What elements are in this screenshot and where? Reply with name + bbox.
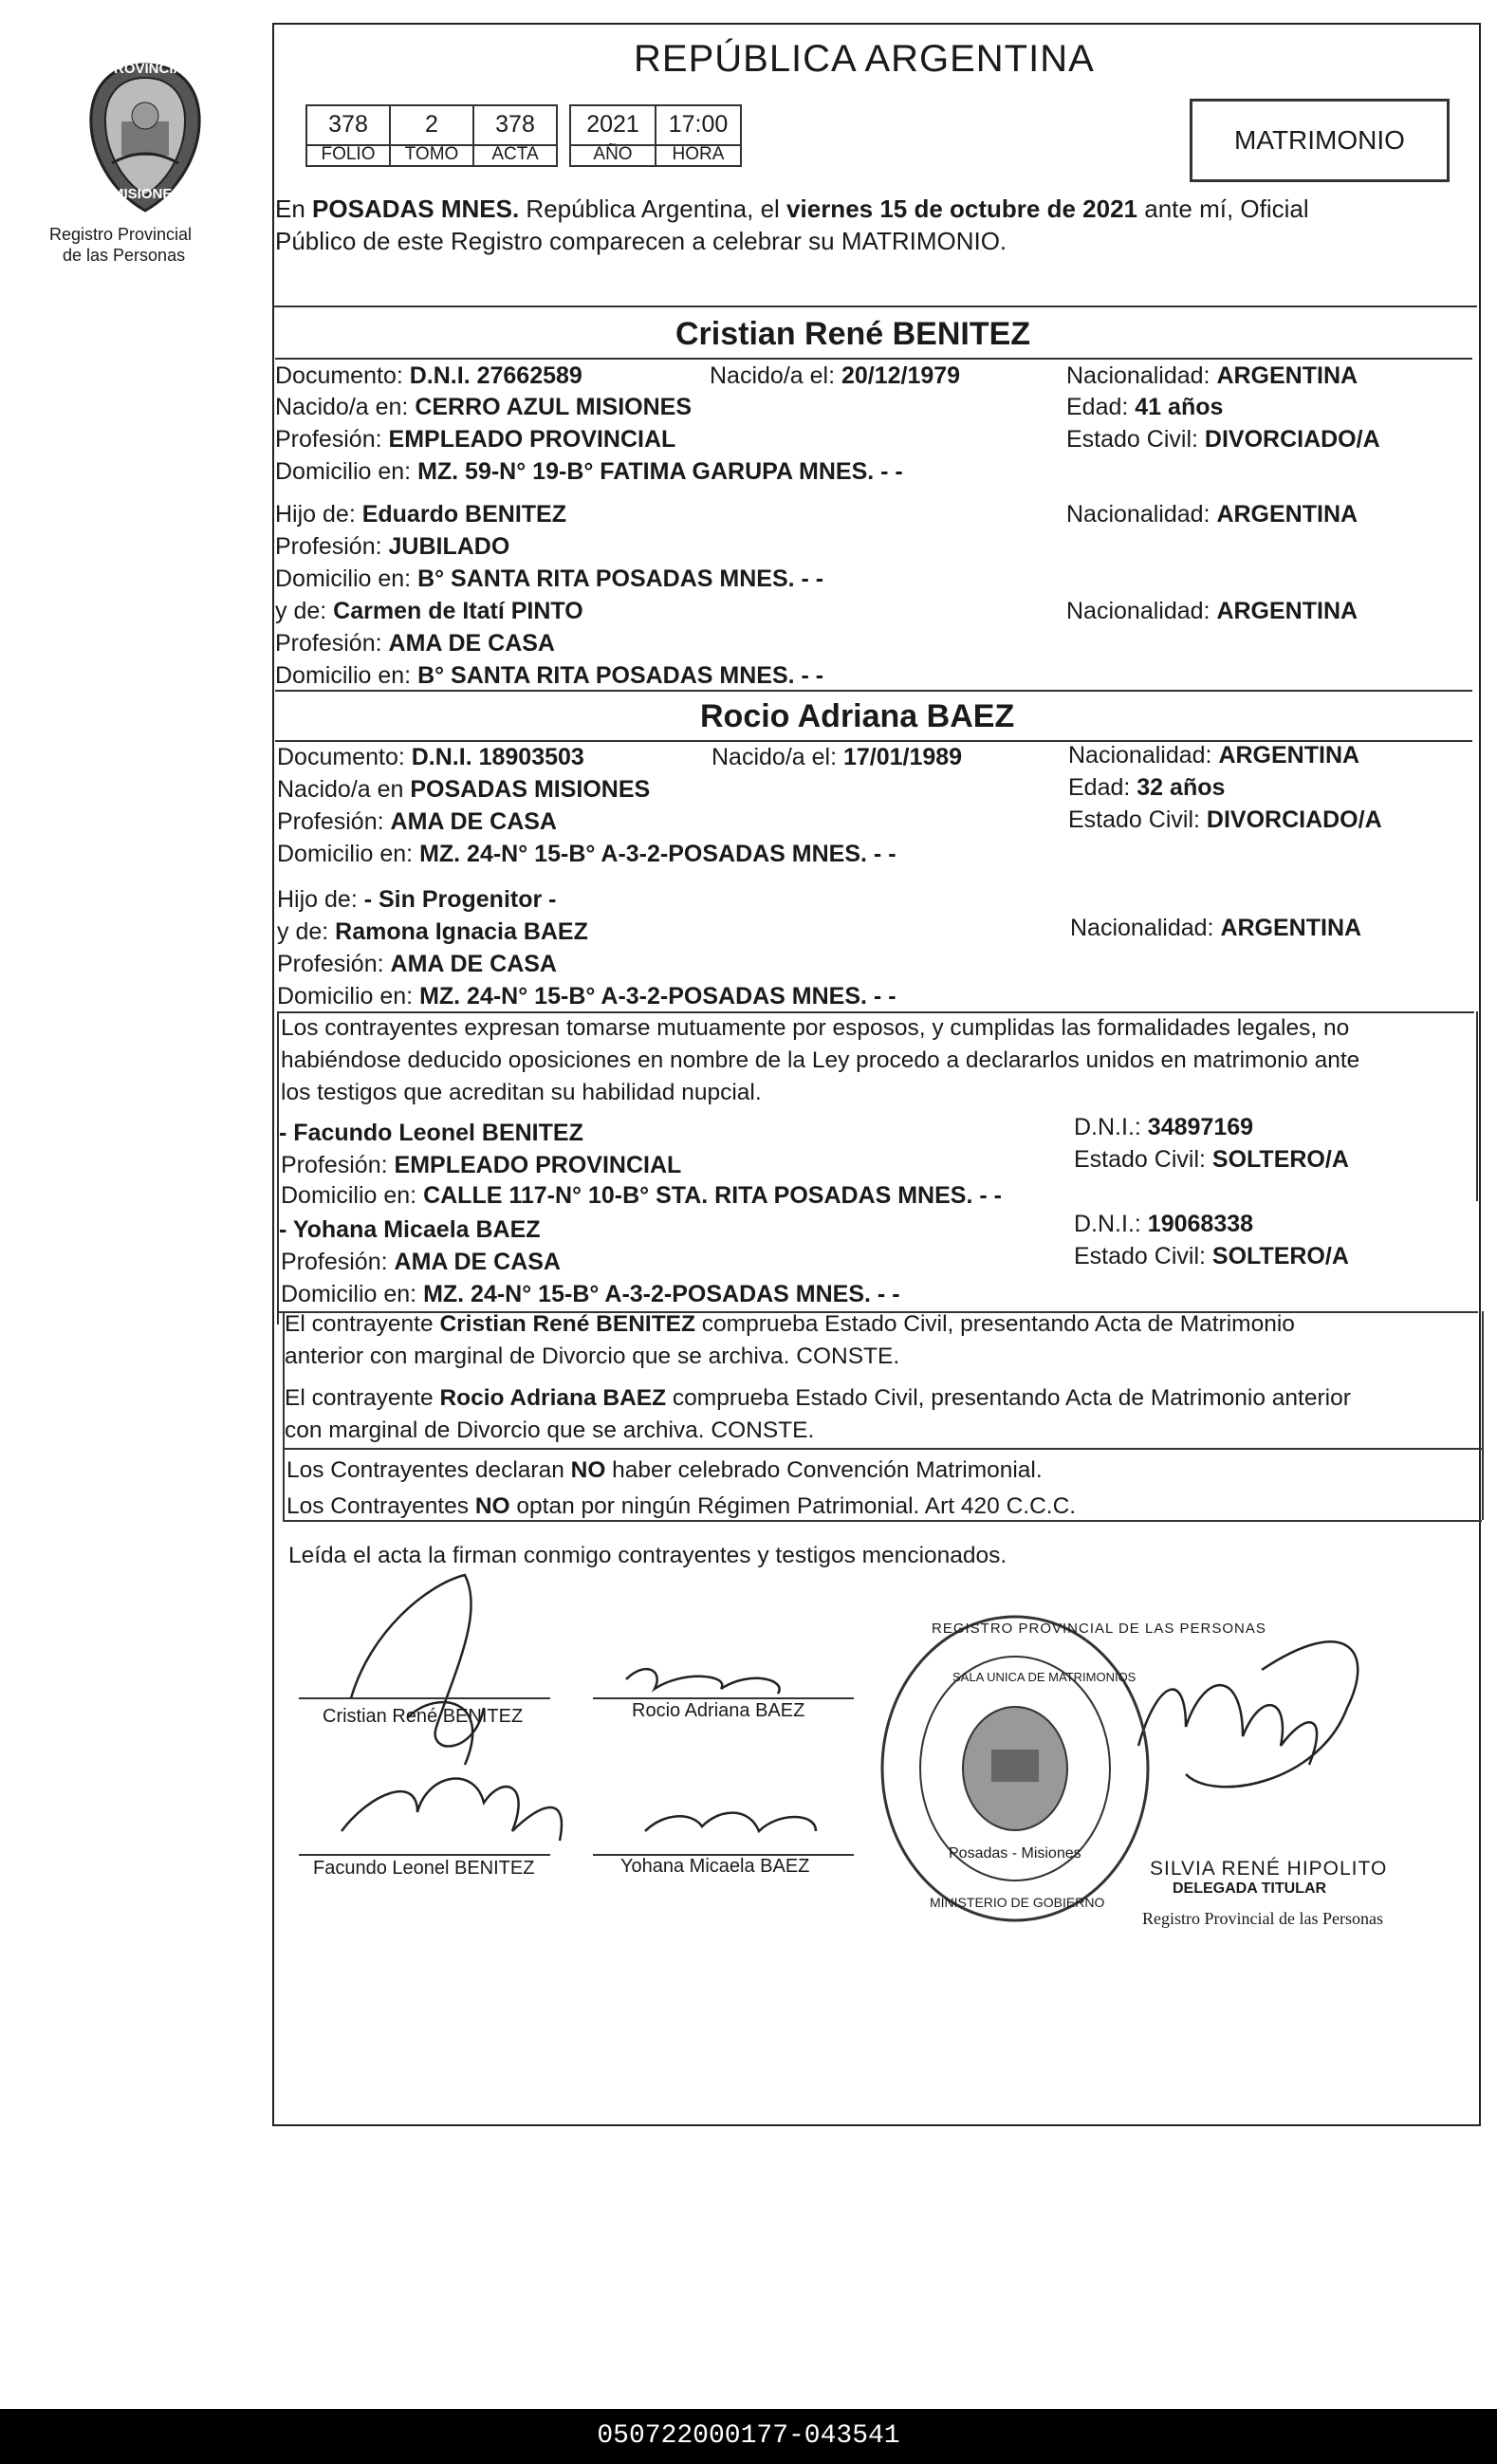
divider xyxy=(283,1520,1482,1522)
groom-mother-profession: Profesión: AMA DE CASA xyxy=(275,630,555,657)
intro-line1: En POSADAS MNES. República Argentina, el viernes 15 de octubre de 2021 ante mí, Oficial xyxy=(275,195,1309,223)
bride-mother: y de: Ramona Ignacia BAEZ xyxy=(277,918,588,945)
section-border-left xyxy=(277,1011,279,1325)
bride-mother-nationality: Nacionalidad: ARGENTINA xyxy=(1070,915,1362,941)
note2-line1: El contrayente Rocio Adriana BAEZ comprueba Estado Civil, presentando Acta de Matrimonio anterior xyxy=(285,1385,1351,1411)
logo-text-bottom: MISIONES xyxy=(112,186,182,202)
divider xyxy=(283,1448,1482,1450)
note3: Los Contrayentes declaran NO haber celebrado Convención Matrimonial. xyxy=(286,1457,1043,1483)
witness1-civil-status: Estado Civil: SOLTERO/A xyxy=(1074,1146,1349,1173)
witness2-address: Domicilio en: MZ. 24-N° 15-B° A-3-2-POSADAS MNES. - - xyxy=(281,1281,900,1307)
notes-border-right xyxy=(1482,1311,1484,1520)
official-role: DELEGADA TITULAR xyxy=(1173,1880,1327,1897)
note4: Los Contrayentes NO optan por ningún Régimen Patrimonial. Art 420 C.C.C. xyxy=(286,1493,1077,1519)
section-border-right xyxy=(1476,1011,1478,1201)
groom-doc: Documento: D.N.I. 27662589 xyxy=(275,362,582,389)
groom-age: Edad: 41 años xyxy=(1066,394,1224,420)
witness1-name: - Facundo Leonel BENITEZ xyxy=(279,1120,583,1146)
bride-doc: Documento: D.N.I. 18903503 xyxy=(277,744,584,770)
bride-mother-address: Domicilio en: MZ. 24-N° 15-B° A-3-2-POSADAS MNES. - - xyxy=(277,983,896,1010)
bride-name: Rocio Adriana BAEZ xyxy=(700,698,1015,734)
bride-nationality: Nacionalidad: ARGENTINA xyxy=(1068,742,1360,769)
divider xyxy=(275,690,1472,692)
footer-code: 050722000177-043541 xyxy=(597,2421,900,2451)
tomo-caption: TOMO xyxy=(389,144,474,167)
official-stamp xyxy=(873,1607,1157,1930)
signature-witness1: Facundo Leonel BENITEZ xyxy=(313,1858,535,1879)
registry-line1: Registro Provincial xyxy=(49,225,193,244)
bride-mother-profession: Profesión: AMA DE CASA xyxy=(277,951,557,977)
groom-mother: y de: Carmen de Itatí PINTO xyxy=(275,598,583,624)
anio-value: 2021 xyxy=(569,104,656,146)
groom-birthplace: Nacido/a en: CERRO AZUL MISIONES xyxy=(275,394,693,420)
footer-bar xyxy=(0,2409,1497,2464)
anio-caption: AÑO xyxy=(569,144,656,167)
witness1-dni: D.N.I.: 34897169 xyxy=(1074,1114,1254,1140)
groom-mother-address: Domicilio en: B° SANTA RITA POSADAS MNES. - - xyxy=(275,662,824,689)
bride-profession: Profesión: AMA DE CASA xyxy=(277,808,557,835)
groom-father-address: Domicilio en: B° SANTA RITA POSADAS MNES. - - xyxy=(275,565,824,592)
declaration-line2: habiéndose deducido oposiciones en nombre de la Ley procedo a declararlos unidos en matrimonio ante xyxy=(281,1047,1360,1073)
witness2-civil-status: Estado Civil: SOLTERO/A xyxy=(1074,1243,1349,1269)
closing-text: Leída el acta la firman conmigo contrayentes y testigos mencionados. xyxy=(288,1543,1007,1568)
official-name: SILVIA RENÉ HIPOLITO xyxy=(1150,1858,1388,1880)
witness2-dni: D.N.I.: 19068338 xyxy=(1074,1211,1254,1237)
acta-value: 378 xyxy=(472,104,558,146)
groom-born: Nacido/a el: 20/12/1979 xyxy=(710,362,961,389)
groom-father-nationality: Nacionalidad: ARGENTINA xyxy=(1066,501,1358,528)
groom-address: Domicilio en: MZ. 59-N° 19-B° FATIMA GARUPA MNES. - - xyxy=(275,458,903,485)
note1-line1: El contrayente Cristian René BENITEZ comprueba Estado Civil, presentando Acta de Matrimonio xyxy=(285,1311,1295,1337)
witness2-name: - Yohana Micaela BAEZ xyxy=(279,1216,541,1243)
divider xyxy=(275,358,1472,360)
signature-groom: Cristian René BENITEZ xyxy=(323,1706,524,1727)
note1-line2: anterior con marginal de Divorcio que se archiva. CONSTE. xyxy=(285,1343,900,1369)
signature-bride: Rocio Adriana BAEZ xyxy=(632,1700,805,1721)
groom-profession: Profesión: EMPLEADO PROVINCIAL xyxy=(275,426,676,453)
bride-born: Nacido/a el: 17/01/1989 xyxy=(712,744,963,770)
signature-witness2: Yohana Micaela BAEZ xyxy=(620,1856,810,1877)
bride-birthplace: Nacido/a en POSADAS MISIONES xyxy=(277,776,651,803)
witness2-profession: Profesión: AMA DE CASA xyxy=(281,1249,561,1275)
declaration-line3: los testigos que acreditan su habilidad nupcial. xyxy=(281,1080,762,1105)
acta-caption: ACTA xyxy=(472,144,558,167)
country-title: REPÚBLICA ARGENTINA xyxy=(634,38,1095,80)
groom-name: Cristian René BENITEZ xyxy=(675,316,1031,352)
groom-father: Hijo de: Eduardo BENITEZ xyxy=(275,501,567,528)
hora-value: 17:00 xyxy=(655,104,742,146)
intro-line2: Público de este Registro comparecen a celebrar su MATRIMONIO. xyxy=(275,227,1007,255)
groom-civil-status: Estado Civil: DIVORCIADO/A xyxy=(1066,426,1380,453)
registry-line2: de las Personas xyxy=(63,246,186,265)
bride-age: Edad: 32 años xyxy=(1068,774,1226,801)
folio-caption: FOLIO xyxy=(305,144,391,167)
stamp-city-text: Posadas - Misiones xyxy=(949,1845,1081,1862)
witness1-address: Domicilio en: CALLE 117-N° 10-B° STA. RITA POSADAS MNES. - - xyxy=(281,1182,1002,1209)
stamp-outer-text: REGISTRO PROVINCIAL DE LAS PERSONAS xyxy=(932,1621,1266,1637)
stamp-bottom-text: MINISTERIO DE GOBIERNO xyxy=(930,1895,1105,1910)
hora-caption: HORA xyxy=(655,144,742,167)
groom-mother-nationality: Nacionalidad: ARGENTINA xyxy=(1066,598,1358,624)
groom-father-profession: Profesión: JUBILADO xyxy=(275,533,510,560)
witness1-profession: Profesión: EMPLEADO PROVINCIAL xyxy=(281,1152,682,1178)
act-type-box: MATRIMONIO xyxy=(1190,99,1450,182)
bride-civil-status: Estado Civil: DIVORCIADO/A xyxy=(1068,806,1382,833)
folio-value: 378 xyxy=(305,104,391,146)
note2-line2: con marginal de Divorcio que se archiva. CONSTE. xyxy=(285,1417,815,1443)
bride-address: Domicilio en: MZ. 24-N° 15-B° A-3-2-POSADAS MNES. - - xyxy=(277,841,896,867)
bride-father: Hijo de: - Sin Progenitor - xyxy=(277,886,557,913)
logo-text-top: PROVINCIA DE xyxy=(104,61,207,77)
divider xyxy=(272,306,1477,307)
groom-nationality: Nacionalidad: ARGENTINA xyxy=(1066,362,1358,389)
official-org: Registro Provincial de las Personas xyxy=(1142,1909,1383,1928)
declaration-line1: Los contrayentes expresan tomarse mutuamente por esposos, y cumplidas las formalidades legales, no xyxy=(281,1015,1350,1041)
stamp-inner-text: SALA UNICA DE MATRIMONIOS xyxy=(952,1670,1137,1684)
tomo-value: 2 xyxy=(389,104,474,146)
